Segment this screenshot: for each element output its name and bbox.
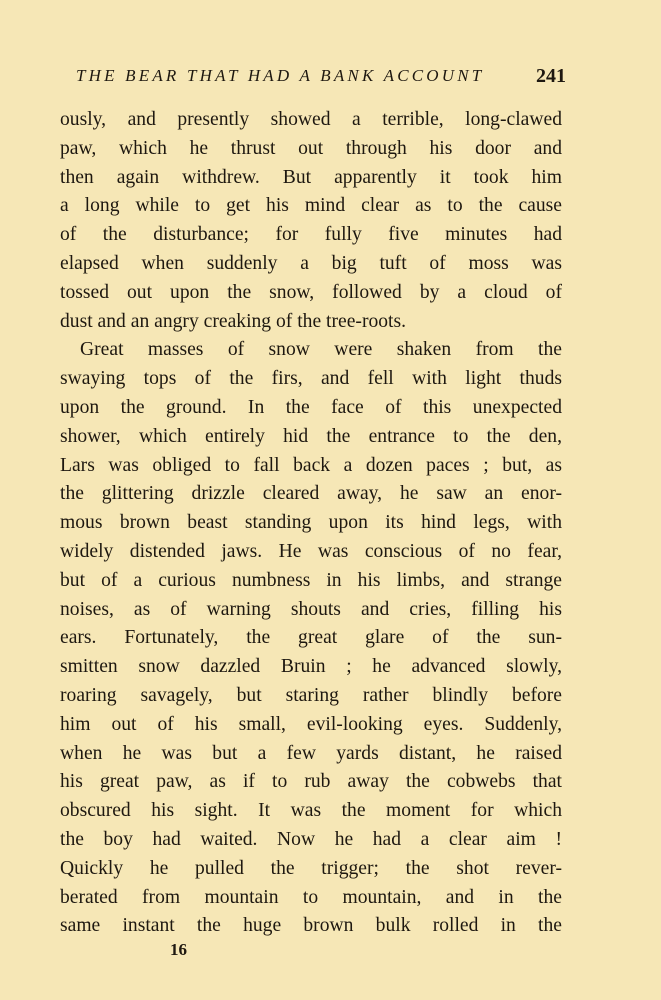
text-line: the glittering drizzle cleared away, he saw an enor- bbox=[60, 483, 562, 505]
text-line: of the disturbance; for fully five minutes had bbox=[60, 224, 562, 246]
text-line: same instant the huge brown bulk rolled in the bbox=[60, 915, 562, 937]
text-line: the boy had waited. Now he had a clear aim ! bbox=[60, 828, 562, 850]
text-line: dust and an angry creaking of the tree-roots. bbox=[60, 310, 407, 332]
page-number: 241 bbox=[536, 65, 566, 87]
body-text bbox=[60, 106, 562, 941]
text-line: Lars was obliged to fall back a dozen paces ; but, as bbox=[60, 454, 562, 476]
text-line: upon the ground. In the face of this unexpected bbox=[60, 396, 562, 418]
text-line: roaring savagely, but staring rather blindly before bbox=[60, 684, 562, 706]
text-line: paw, which he thrust out through his door and bbox=[60, 137, 562, 159]
text-line: his great paw, as if to rub away the cobwebs that bbox=[60, 771, 562, 793]
text-line: berated from mountain to mountain, and in the bbox=[60, 886, 562, 908]
text-line: a long while to get his mind clear as to the cause bbox=[60, 195, 562, 217]
text-line: ously, and presently showed a terrible, long-clawed bbox=[60, 109, 562, 130]
text-line: noises, as of warning shouts and cries, filling his bbox=[60, 598, 562, 620]
text-line: mous brown beast standing upon its hind legs, with bbox=[60, 512, 562, 534]
text-line: Quickly he pulled the trigger; the shot rever- bbox=[60, 857, 562, 879]
page-header bbox=[76, 64, 566, 88]
signature-mark: 16 bbox=[170, 940, 187, 959]
text-line: widely distended jaws. He was conscious of no fear, bbox=[60, 540, 562, 562]
text-line: obscured his sight. It was the moment for which bbox=[60, 800, 562, 822]
text-line: swaying tops of the firs, and fell with light thuds bbox=[60, 368, 562, 390]
text-line: him out of his small, evil-looking eyes. Suddenly, bbox=[60, 713, 562, 735]
text-line: ears. Fortunately, the great glare of the sun- bbox=[60, 627, 562, 649]
text-line: elapsed when suddenly a big tuft of moss was bbox=[60, 252, 562, 274]
text-line: smitten snow dazzled Bruin ; he advanced slowly, bbox=[60, 656, 562, 678]
text-line: tossed out upon the snow, followed by a cloud of bbox=[60, 281, 562, 303]
text-line: shower, which entirely hid the entrance to the den, bbox=[60, 425, 562, 447]
text-line: when he was but a few yards distant, he raised bbox=[60, 742, 562, 764]
running-title: THE BEAR THAT HAD A BANK ACCOUNT bbox=[76, 66, 485, 85]
text-line: but of a curious numbness in his limbs, and strange bbox=[60, 569, 562, 591]
text-line: Great masses of snow were shaken from the bbox=[80, 339, 562, 361]
text-line: then again withdrew. But apparently it took him bbox=[60, 166, 562, 188]
